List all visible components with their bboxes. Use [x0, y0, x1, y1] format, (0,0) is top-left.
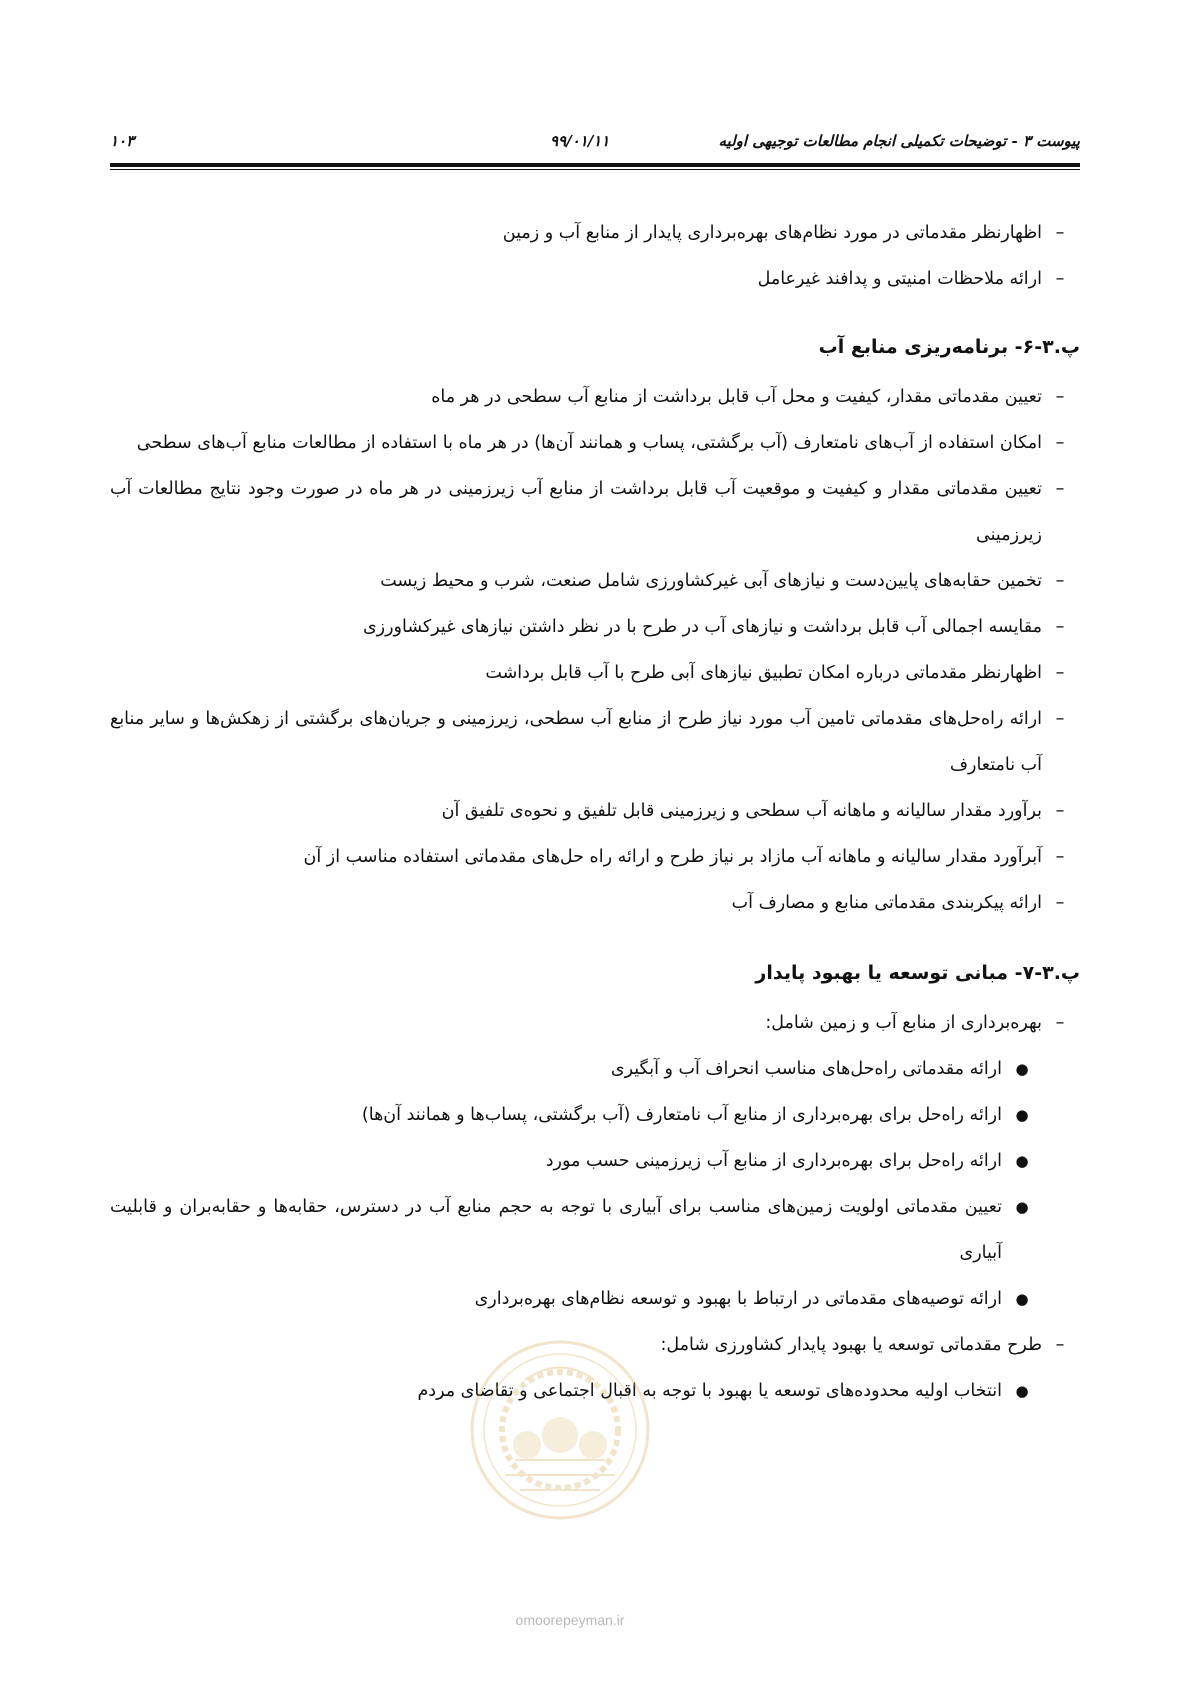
section-7-list	[110, 1000, 1080, 1046]
bullet-marker: ●	[1015, 1290, 1029, 1308]
list-item-text: آبرآورد مقدار سالیانه و ماهانه آب مازاد بر نیاز طرح و ارائه راه حل‌های مقدماتی استفاده مناسب از آن	[303, 847, 1042, 867]
bullet-marker: ●	[1015, 1152, 1029, 1170]
bullet-item-text: تعیین مقدماتی اولویت زمین‌های مناسب برای آبیاری با توجه به حجم منابع آب در دسترس، حقابه‌ها و حقابه‌بران و قابلیت آبیاری	[110, 1197, 1002, 1263]
list-item	[110, 650, 1080, 696]
page-header	[110, 132, 1080, 152]
dash-marker: –	[1055, 269, 1065, 289]
bullet-item-text: ارائه مقدماتی راه‌حل‌های مناسب انحراف آب و آبگیری	[610, 1059, 1002, 1079]
bullet-item	[110, 1276, 1080, 1322]
list-item	[110, 1322, 1080, 1368]
list-item	[110, 788, 1080, 834]
list-item-text: ارائه پیکربندی مقدماتی منابع و مصارف آب	[731, 893, 1042, 913]
dash-marker: –	[1055, 1013, 1065, 1033]
header-title: پیوست ۳ - توضیحات تکمیلی انجام مطالعات توجیهی اولیه	[718, 132, 1080, 150]
dash-marker: –	[1055, 663, 1065, 683]
list-item	[110, 374, 1080, 420]
bullet-marker: ●	[1015, 1382, 1029, 1400]
header-rule-thick	[110, 163, 1080, 167]
watermark-url: omoorepeyman.ir	[515, 1612, 625, 1628]
list-item	[110, 210, 1080, 256]
list-item	[110, 466, 1080, 558]
list-item-text: اظهارنظر مقدماتی درباره امکان تطبیق نیازهای آبی طرح با آب قابل برداشت	[485, 663, 1042, 683]
dash-marker: –	[1055, 387, 1065, 407]
page-content	[110, 210, 1080, 1414]
list-item-text: طرح مقدماتی توسعه یا بهبود پایدار کشاورزی شامل:	[660, 1335, 1042, 1355]
list-item-text: تعیین مقدماتی مقدار، کیفیت و محل آب قابل برداشت از منابع آب سطحی در هر ماه	[431, 387, 1042, 407]
section-heading: پ.۳-۶- برنامه‌ریزی منابع آب	[818, 336, 1080, 358]
list-item	[110, 696, 1080, 788]
dash-marker: –	[1055, 617, 1065, 637]
bullet-item-text: ارائه توصیه‌های مقدماتی در ارتباط با بهبود و توسعه نظام‌های بهره‌برداری	[474, 1289, 1002, 1309]
list-item-text: تعیین مقدماتی مقدار و کیفیت و موقعیت آب قابل برداشت از منابع آب زیرزمینی در هر ماه در صورت وجود نتایج مطالعات آب زیرزمینی	[110, 479, 1042, 545]
dash-marker: –	[1055, 1335, 1065, 1355]
list-item-text: امکان استفاده از آب‌های نامتعارف (آب برگشتی، پساب و همانند آن‌ها) در هر ماه با استفاده از مطالعات منابع آب‌های سطحی	[136, 433, 1042, 453]
list-item	[110, 256, 1080, 302]
section-7-bullets-2	[110, 1368, 1080, 1414]
bullet-item-text: ارائه راه‌حل برای بهره‌برداری از منابع آب نامتعارف (آب برگشتی، پساب‌ها و همانند آن‌ها)	[361, 1105, 1002, 1125]
header-date: ۹۹/۰۱/۱۱	[550, 132, 610, 150]
list-item	[110, 604, 1080, 650]
bullet-item	[110, 1184, 1080, 1276]
list-item-text: برآورد مقدار سالیانه و ماهانه آب سطحی و زیرزمینی قابل تلفیق و نحوه‌ی تلفیق آن	[441, 801, 1042, 821]
list-item	[110, 880, 1080, 926]
list-item-text: بهره‌برداری از منابع آب و زمین شامل:	[765, 1013, 1042, 1033]
list-item	[110, 420, 1080, 466]
header-rule-thin	[110, 169, 1080, 170]
list-item	[110, 558, 1080, 604]
bullet-marker: ●	[1015, 1106, 1029, 1124]
dash-marker: –	[1055, 479, 1065, 499]
section-7-bullets-1	[110, 1046, 1080, 1322]
list-item-text: ارائه ملاحظات امنیتی و پدافند غیرعامل	[757, 269, 1042, 289]
section-heading: پ.۳-۷- مبانی توسعه یا بهبود پایدار	[755, 962, 1080, 984]
bullet-item	[110, 1138, 1080, 1184]
list-item-text: ارائه راه‌حل‌های مقدماتی تامین آب مورد نیاز طرح از منابع آب سطحی، زیرزمینی و جریان‌های برگشتی از زهکش‌ها و سایر منابع آب نامتعارف	[110, 709, 1042, 775]
dash-marker: –	[1055, 223, 1065, 243]
bullet-marker: ●	[1015, 1060, 1029, 1078]
page-number: ۱۰۳	[110, 132, 135, 150]
section-6-list	[110, 374, 1080, 926]
bullet-item	[110, 1368, 1080, 1414]
bullet-marker: ●	[1015, 1198, 1029, 1216]
dash-marker: –	[1055, 847, 1065, 867]
dash-marker: –	[1055, 571, 1065, 591]
list-item-text: اظهارنظر مقدماتی در مورد نظام‌های بهره‌برداری پایدار از منابع آب و زمین	[502, 223, 1042, 243]
bullet-item-text: انتخاب اولیه محدوده‌های توسعه یا بهبود با توجه به اقبال اجتماعی و تقاضای مردم	[417, 1381, 1002, 1401]
list-item-text: تخمین حقابه‌های پایین‌دست و نیازهای آبی غیرکشاورزی شامل صنعت، شرب و محیط زیست	[380, 571, 1042, 591]
bullet-item	[110, 1046, 1080, 1092]
dash-marker: –	[1055, 433, 1065, 453]
list-item-text: مقایسه اجمالی آب قابل برداشت و نیازهای آب در طرح با در نظر داشتن نیازهای غیرکشاورزی	[362, 617, 1042, 637]
section-7-list-2	[110, 1322, 1080, 1368]
bullet-item	[110, 1092, 1080, 1138]
dash-marker: –	[1055, 893, 1065, 913]
list-item	[110, 1000, 1080, 1046]
dash-marker: –	[1055, 709, 1065, 729]
bullet-item-text: ارائه راه‌حل برای بهره‌برداری از منابع آب زیرزمینی حسب مورد	[545, 1151, 1002, 1171]
dash-marker: –	[1055, 801, 1065, 821]
intro-list	[110, 210, 1080, 302]
list-item	[110, 834, 1080, 880]
